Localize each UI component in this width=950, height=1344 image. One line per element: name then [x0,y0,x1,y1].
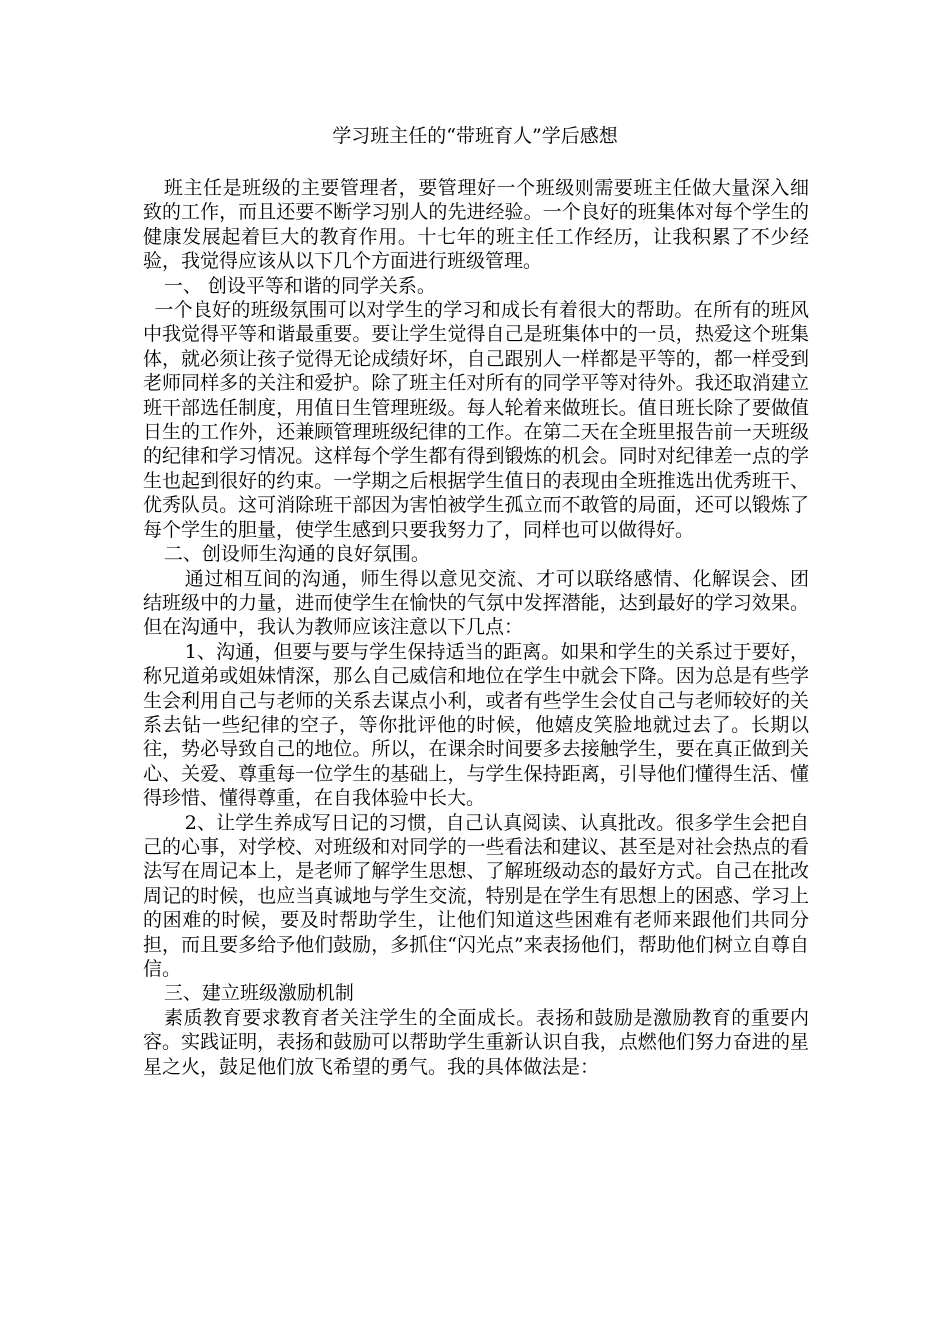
paragraph-intro: 班主任是班级的主要管理者，要管理好一个班级则需要班主任做大量深入细致的工作，而且还要不断学习别人的先进经验。一个良好的班集体对每个学生的健康发展起着巨大的教育作用。十七年的班主任工作经历，让我积累了不少经验，我觉得应该从以下几个方面进行班级管理。 [143,177,809,273]
section-heading-2: 二、创设师生沟通的良好氛围。 [163,543,430,566]
paragraph-point-1: 1、沟通，但要与要与学生保持适当的距离。如果和学生的关系过于要好，称兄道弟或姐妹情深，那么自己威信和地位在学生中就会下降。因为总是有些学生会利用自己与老师的关系去谋点小利，或者有些学生会仗自己与老师较好的关系去钻一些纪律的空子，等你批评他的时候，他嬉皮笑脸地就过去了。长期以往，势必导致自己的地位。所以，在课余时间要多去接触学生，要在真正做到关心、关爱、尊重每一位学生的基础上，与学生保持距离，引导他们懂得生活、懂得珍惜、懂得尊重，在自我体验中长大。 [143,640,809,810]
section-heading-3: 三、建立班级激励机制 [163,982,354,1005]
document-body [143,176,809,1079]
paragraph-point-2: 2、让学生养成写日记的习惯，自己认真阅读、认真批改。很多学生会把自己的心事，对学校、对班级和对同学的一些看法和建议、甚至是对社会热点的看法写在周记本上，是老师了解学生思想、了解班级动态的最好方式。自己在批改周记的时候，也应当真诚地与学生交流，特别是在学生有思想上的困惑、学习上的困难的时候，要及时帮助学生，让他们知道这些困难有老师来跟他们共同分担，而且要多给予他们鼓励，多抓住“闪光点”来表扬他们，帮助他们树立自尊自信。 [143,811,809,980]
document-title: 学习班主任的“带班育人”学后感想 [332,125,618,147]
paragraph-section-3: 素质教育要求教育者关注学生的全面成长。表扬和鼓励是激励教育的重要内容。实践证明，表扬和鼓励可以帮助学生重新认识自我，点燃他们努力奋进的星星之火，鼓足他们放飞希望的勇气。我的具体做法是： [143,1006,809,1078]
paragraph-section-2-intro: 通过相互间的沟通，师生得以意见交流、才可以联络感情、化解误会、团结班级中的力量，进而使学生在愉快的气氛中发挥潜能，达到最好的学习效果。但在沟通中，我认为教师应该注意以下几点： [143,567,809,639]
paragraph-section-1: 一个良好的班级氛围可以对学生的学习和成长有着很大的帮助。在所有的班风中我觉得平等和谐最重要。要让学生觉得自己是班集体中的一员，热爱这个班集体，就必须让孩子觉得无论成绩好坏，自己跟别人一样都是平等的，都一样受到老师同样多的关注和爱护。除了班主任对所有的同学平等对待外。我还取消建立班干部选任制度，用值日生管理班级。每人轮着来做班长。值日班长除了要做值日生的工作外，还兼顾管理班级纪律的工作。在第二天在全班里报告前一天班级的纪律和学习情况。这样每个学生都有得到锻炼的机会。同时对纪律差一点的学生也起到很好的约束。一学期之后根据学生值日的表现由全班推选出优秀班干、优秀队员。这可消除班干部因为害怕被学生孤立而不敢管的局面，还可以锻炼了每个学生的胆量，使学生感到只要我努力了，同样也可以做得好。 [143,299,809,541]
section-heading-1: 一、 创设平等和谐的同学关系。 [163,274,436,297]
